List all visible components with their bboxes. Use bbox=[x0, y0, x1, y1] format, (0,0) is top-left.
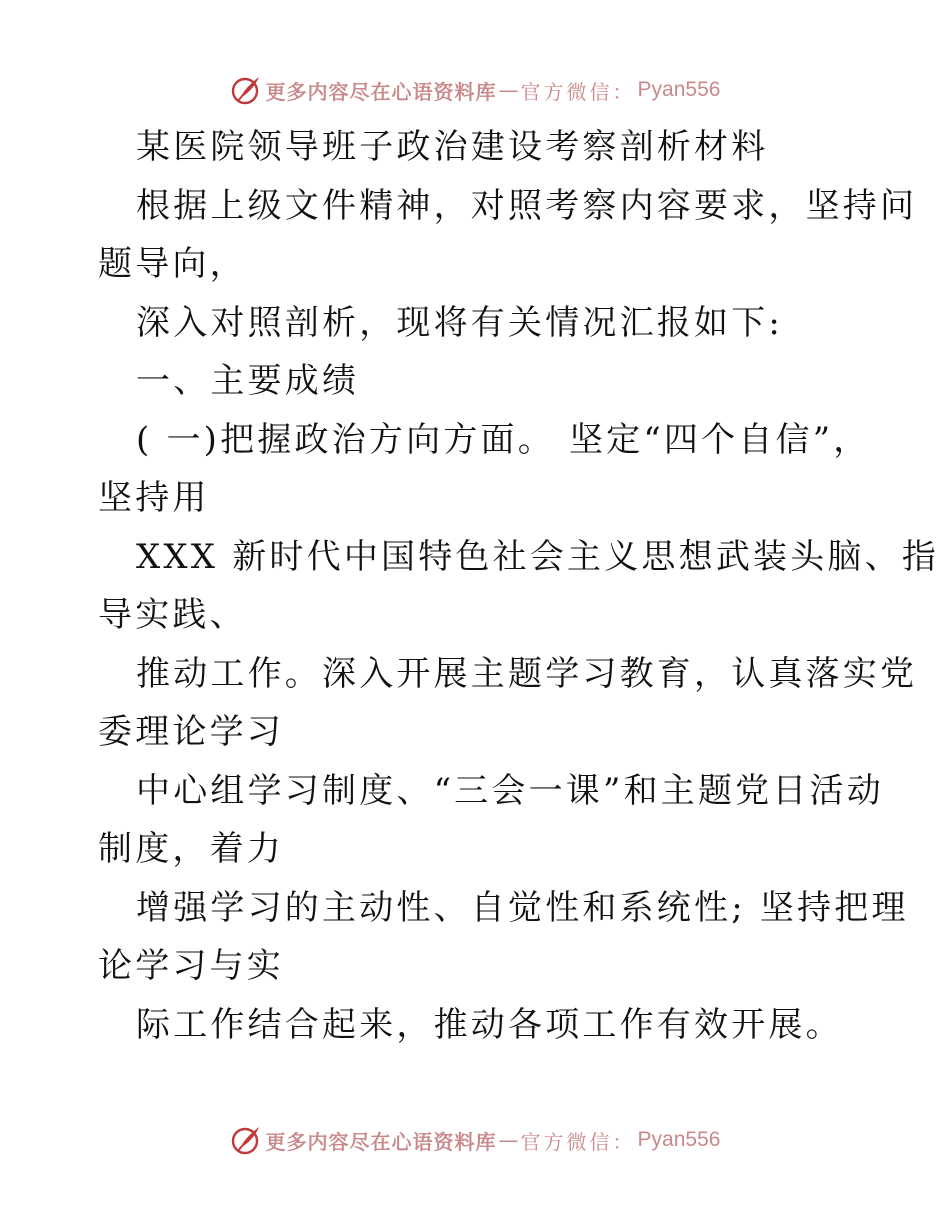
doc-line: 深入对照剖析，现将有关情况汇报如下: bbox=[136, 302, 784, 343]
doc-line: 委理论学习 bbox=[98, 712, 284, 752]
doc-line: 中心组学习制度、“三会一课”和主题党日活动 bbox=[136, 770, 884, 811]
watermark-main-text: 更多内容尽在心语资料库 bbox=[265, 1129, 497, 1154]
doc-line: 导实践、 bbox=[98, 595, 247, 635]
feather-pen-circle-icon bbox=[230, 74, 262, 106]
watermark-header bbox=[0, 70, 950, 110]
doc-line: 制度，着力 bbox=[98, 829, 284, 869]
doc-line: 一、主要成绩 bbox=[136, 361, 360, 401]
watermark-footer bbox=[0, 1120, 950, 1160]
watermark-dash: — bbox=[498, 78, 519, 102]
doc-line: 根据上级文件精神，对照考察内容要求，坚持问 bbox=[136, 185, 918, 226]
watermark-account: Pyan556 bbox=[637, 1128, 721, 1151]
doc-line: 增强学习的主动性、自觉性和系统性; 坚持把理 bbox=[136, 887, 909, 928]
watermark-dash: — bbox=[498, 1128, 519, 1152]
doc-line: 某医院领导班子政治建设考察剖析材料 bbox=[136, 127, 769, 167]
doc-line: 坚持用 bbox=[98, 478, 210, 518]
watermark-label: 官方微信： bbox=[520, 1129, 636, 1154]
watermark-account: Pyan556 bbox=[637, 78, 721, 101]
doc-line: XXX 新时代中国特色社会主义思想武装头脑、指 bbox=[136, 536, 940, 577]
doc-line: 论学习与实 bbox=[98, 946, 284, 986]
doc-line: 推动工作。深入开展主题学习教育，认真落实党 bbox=[136, 653, 918, 694]
doc-line: ( 一)把握政治方向方面。 坚定“四个自信”， bbox=[136, 419, 871, 460]
doc-line: 际工作结合起来，推动各项工作有效开展。 bbox=[136, 1004, 843, 1045]
doc-line: 题导向， bbox=[98, 244, 247, 284]
watermark-main-text: 更多内容尽在心语资料库 bbox=[265, 79, 497, 104]
document-body bbox=[98, 118, 940, 1054]
watermark-label: 官方微信： bbox=[520, 79, 636, 104]
feather-pen-circle-icon bbox=[230, 1124, 262, 1156]
